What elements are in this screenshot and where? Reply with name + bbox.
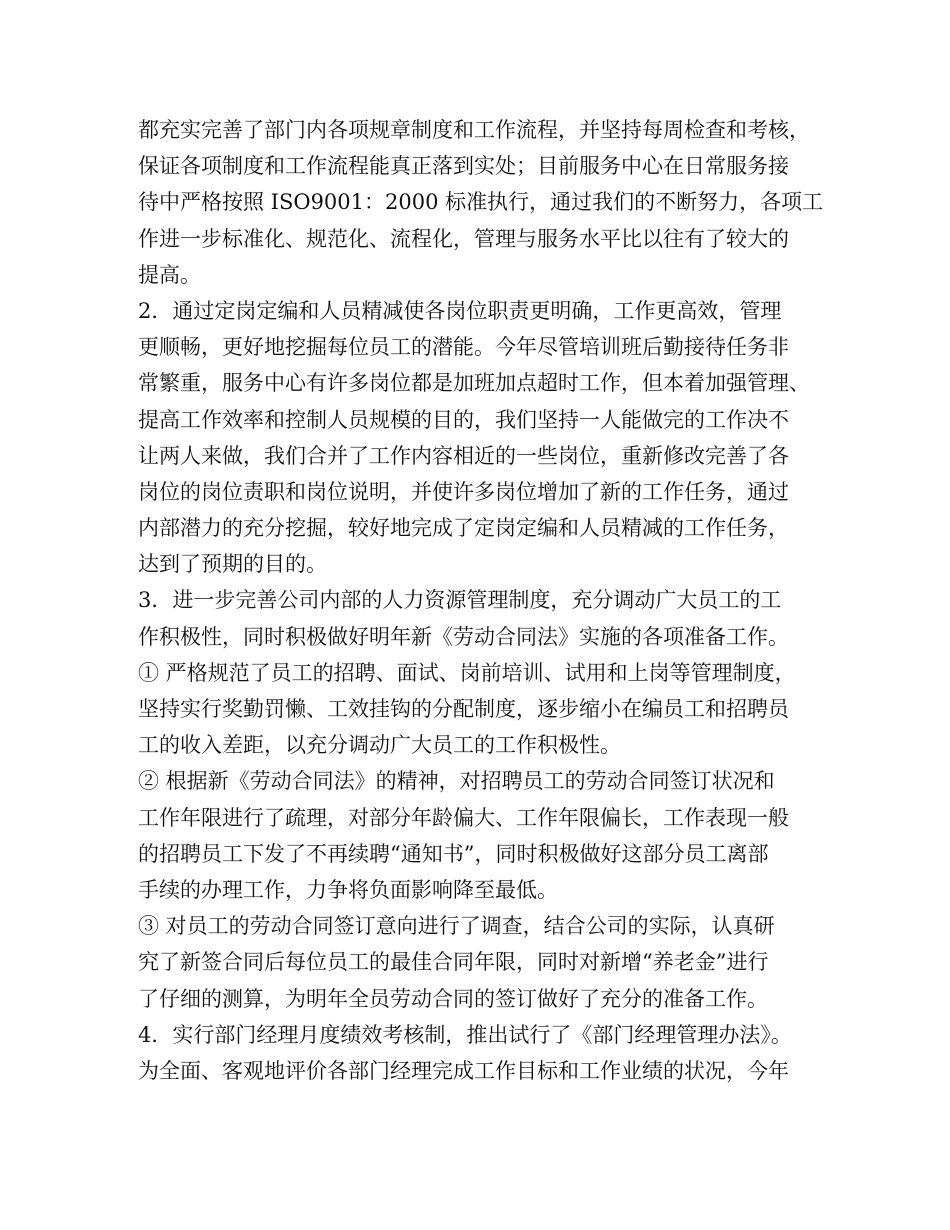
text-line: 提高。 [138, 262, 201, 287]
text-line: 内部潜力的充分挖掘，较好地完成了定岗定编和人员精减的工作任务， [138, 516, 789, 541]
body-text [138, 112, 838, 1089]
text-line: 更顺畅，更好地挖掘每位员工的潜能。今年尽管培训班后勤接待任务非 [138, 335, 789, 360]
text-line: 作积极性，同时积极做好明年新《劳动合同法》实施的各项准备工作。 [138, 624, 789, 649]
text-line: 待中严格按照 ISO9001：2000 标准执行，通过我们的不断努力，各项工 [138, 190, 824, 215]
text-line: 让两人来做，我们合并了工作内容相近的一些岗位，重新修改完善了各 [138, 443, 789, 468]
text-line: 工作年限进行了疏理，对部分年龄偏大、工作年限偏长，工作表现一般 [138, 805, 789, 830]
text-line: 究了新签合同后每位员工的最佳合同年限，同时对新增“养老金”进行 [138, 950, 769, 975]
text-line: 了仔细的测算，为明年全员劳动合同的签订做好了充分的准备工作。 [138, 986, 768, 1011]
text-line: 作进一步标准化、规范化、流程化，管理与服务水平比以往有了较大的 [138, 226, 789, 251]
text-line: 工的收入差距，以充分调动广大员工的工作积极性。 [138, 733, 621, 758]
text-line: 保证各项制度和工作流程能真正落到实处；目前服务中心在日常服务接 [138, 154, 789, 179]
text-line: 坚持实行奖勤罚懒、工效挂钩的分配制度，逐步缩小在编员工和招聘员 [138, 697, 789, 721]
text-line: 常繁重，服务中心有许多岗位都是加班加点超时工作，但本着加强管理、 [138, 371, 810, 396]
text-line: 提高工作效率和控制人员规模的目的，我们坚持一人能做完的工作决不 [138, 407, 789, 432]
text-line: ② 根据新《劳动合同法》的精神，对招聘员工的劳动合同签订状况和 [138, 769, 775, 794]
text-line: 2．通过定岗定编和人员精减使各岗位职责更明确，工作更高效，管理 [138, 298, 782, 323]
text-line: ③ 对员工的劳动合同签订意向进行了调查，结合公司的实际，认真研 [138, 914, 775, 939]
text-line: 4．实行部门经理月度绩效考核制，推出试行了《部门经理管理办法》。 [138, 1022, 792, 1047]
text-line: 岗位的岗位责职和岗位说明，并使许多岗位增加了新的工作任务，通过 [138, 479, 789, 504]
text-line: 为全面、客观地评价各部门经理完成工作目标和工作业绩的状况，今年 [138, 1058, 789, 1083]
text-line: 的招聘员工下发了不再续聘“通知书”，同时积极做好这部分员工离部 [138, 841, 769, 866]
text-line: 3．进一步完善公司内部的人力资源管理制度，充分调动广大员工的工 [138, 588, 782, 613]
text-line: 达到了预期的目的。 [138, 552, 327, 577]
text-line: 都充实完善了部门内各项规章制度和工作流程，并坚持每周检查和考核， [138, 118, 810, 142]
text-line: ① 严格规范了员工的招聘、面试、岗前培训、试用和上岗等管理制度， [138, 660, 796, 685]
text-line: 手续的办理工作，力争将负面影响降至最低。 [138, 877, 558, 902]
